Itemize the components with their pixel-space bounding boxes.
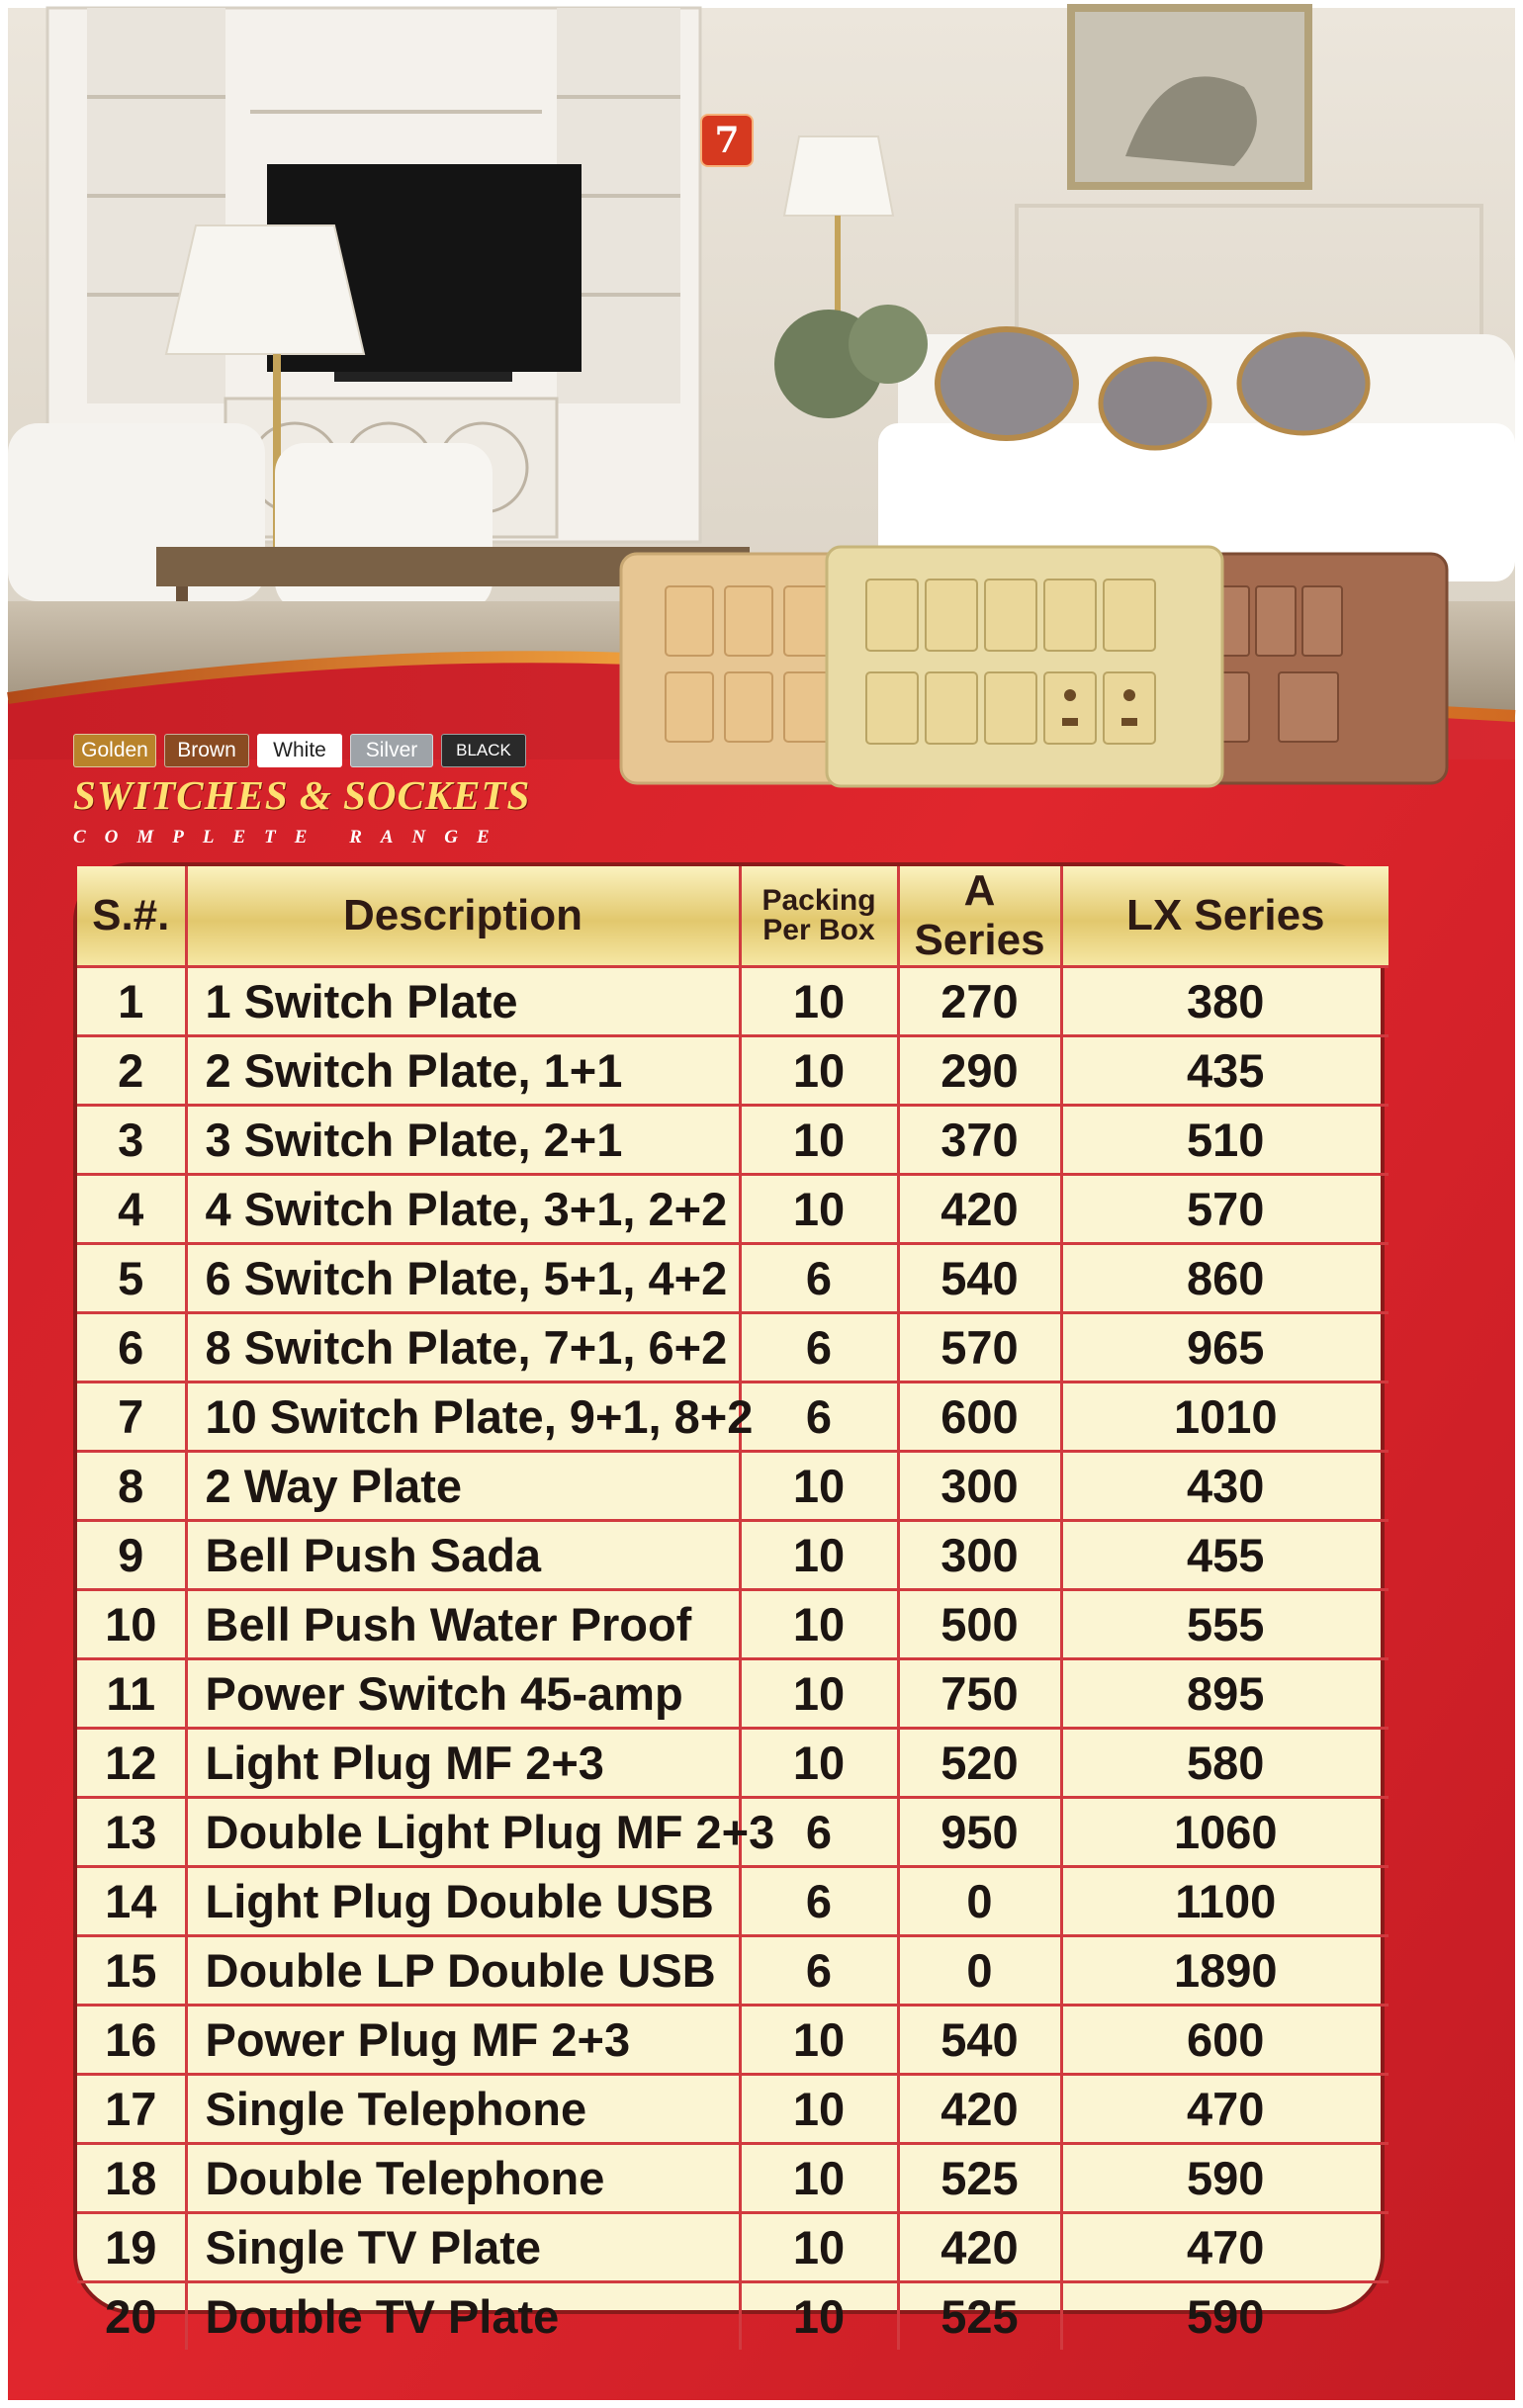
table-row	[77, 1729, 1389, 1798]
table-row	[77, 1521, 1389, 1590]
cell-sn: 2	[77, 1036, 186, 1106]
header-lx-series: LX Series	[1061, 866, 1389, 967]
cell-a-series: 520	[898, 1729, 1061, 1798]
cell-a-series: 0	[898, 1936, 1061, 2006]
cell-a-series: 540	[898, 2006, 1061, 2075]
cell-description: Double Telephone	[186, 2144, 740, 2213]
cell-description: Bell Push Sada	[186, 1521, 740, 1590]
cell-a-series: 540	[898, 1244, 1061, 1313]
cell-a-series: 300	[898, 1452, 1061, 1521]
cell-packing: 10	[740, 967, 898, 1036]
cell-a-series: 525	[898, 2282, 1061, 2351]
cell-packing: 10	[740, 2075, 898, 2144]
table-row	[77, 2075, 1389, 2144]
cell-a-series: 570	[898, 1313, 1061, 1382]
cell-description: Double Light Plug MF 2+3	[186, 1798, 740, 1867]
price-table	[73, 862, 1385, 2343]
cell-description: 6 Switch Plate, 5+1, 4+2	[186, 1244, 740, 1313]
table-row	[77, 1382, 1389, 1452]
cell-lx-series: 455	[1061, 1521, 1389, 1590]
cell-lx-series: 860	[1061, 1244, 1389, 1313]
cell-packing: 10	[740, 1452, 898, 1521]
table-row	[77, 1106, 1389, 1175]
cell-lx-series: 1060	[1061, 1798, 1389, 1867]
cell-sn: 9	[77, 1521, 186, 1590]
cell-packing: 10	[740, 1729, 898, 1798]
cell-packing: 6	[740, 1382, 898, 1452]
table-header-row	[77, 866, 1389, 967]
table-row	[77, 967, 1389, 1036]
cell-a-series: 600	[898, 1382, 1061, 1452]
cell-description: Single Telephone	[186, 2075, 740, 2144]
table-row	[77, 1313, 1389, 1382]
cell-sn: 3	[77, 1106, 186, 1175]
cell-sn: 17	[77, 2075, 186, 2144]
cell-a-series: 500	[898, 1590, 1061, 1659]
cell-lx-series: 1890	[1061, 1936, 1389, 2006]
cell-description: 1 Switch Plate	[186, 967, 740, 1036]
cell-packing: 6	[740, 1936, 898, 2006]
cell-lx-series: 430	[1061, 1452, 1389, 1521]
table-row	[77, 2282, 1389, 2351]
table-row	[77, 1175, 1389, 1244]
cell-packing: 10	[740, 2006, 898, 2075]
cell-description: 2 Way Plate	[186, 1452, 740, 1521]
cell-sn: 20	[77, 2282, 186, 2351]
cell-packing: 10	[740, 1659, 898, 1729]
cell-a-series: 290	[898, 1036, 1061, 1106]
cell-packing: 10	[740, 1175, 898, 1244]
brand-title: SWITCHES & SOCKETS	[73, 772, 531, 818]
cell-lx-series: 1100	[1061, 1867, 1389, 1936]
cell-packing: 10	[740, 2282, 898, 2351]
cell-packing: 6	[740, 1798, 898, 1867]
cell-description: Double TV Plate	[186, 2282, 740, 2351]
header-description: Description	[186, 866, 740, 967]
cell-sn: 15	[77, 1936, 186, 2006]
cell-description: Single TV Plate	[186, 2213, 740, 2282]
cell-a-series: 420	[898, 1175, 1061, 1244]
cell-sn: 14	[77, 1867, 186, 1936]
color-chip-golden: Golden	[73, 734, 156, 767]
cell-lx-series: 435	[1061, 1036, 1389, 1106]
cell-a-series: 950	[898, 1798, 1061, 1867]
cell-sn: 13	[77, 1798, 186, 1867]
cell-lx-series: 895	[1061, 1659, 1389, 1729]
header-packing-line1: Packing	[762, 884, 876, 917]
cell-a-series: 750	[898, 1659, 1061, 1729]
cell-description: 3 Switch Plate, 2+1	[186, 1106, 740, 1175]
table-row	[77, 1452, 1389, 1521]
cell-sn: 18	[77, 2144, 186, 2213]
cell-sn: 8	[77, 1452, 186, 1521]
cell-packing: 10	[740, 2213, 898, 2282]
cell-sn: 1	[77, 967, 186, 1036]
cell-sn: 4	[77, 1175, 186, 1244]
cell-description: 8 Switch Plate, 7+1, 6+2	[186, 1313, 740, 1382]
cell-description: Power Switch 45-amp	[186, 1659, 740, 1729]
cell-sn: 5	[77, 1244, 186, 1313]
cell-lx-series: 580	[1061, 1729, 1389, 1798]
cell-lx-series: 600	[1061, 2006, 1389, 2075]
cell-sn: 10	[77, 1590, 186, 1659]
header-sn: S.#.	[77, 866, 186, 967]
cell-packing: 10	[740, 1590, 898, 1659]
cell-lx-series: 590	[1061, 2282, 1389, 2351]
color-chip-brown: Brown	[164, 734, 249, 767]
cell-packing: 10	[740, 2144, 898, 2213]
cell-packing: 10	[740, 1036, 898, 1106]
cell-lx-series: 555	[1061, 1590, 1389, 1659]
cell-description: Bell Push Water Proof	[186, 1590, 740, 1659]
cell-description: 4 Switch Plate, 3+1, 2+2	[186, 1175, 740, 1244]
header-a-series: A Series	[898, 866, 1061, 967]
table-row	[77, 1798, 1389, 1867]
cell-packing: 10	[740, 1521, 898, 1590]
table-row	[77, 2006, 1389, 2075]
cell-description: Light Plug Double USB	[186, 1867, 740, 1936]
table-row	[77, 2213, 1389, 2282]
cell-sn: 12	[77, 1729, 186, 1798]
table-row	[77, 1590, 1389, 1659]
color-chip-black: BLACK	[441, 734, 526, 767]
cell-packing: 6	[740, 1313, 898, 1382]
cell-description: Light Plug MF 2+3	[186, 1729, 740, 1798]
color-chip-white: White	[257, 734, 342, 767]
cell-a-series: 525	[898, 2144, 1061, 2213]
table-row	[77, 1659, 1389, 1729]
cell-sn: 19	[77, 2213, 186, 2282]
color-chip-silver: Silver	[350, 734, 433, 767]
table-row	[77, 1936, 1389, 2006]
cell-a-series: 420	[898, 2213, 1061, 2282]
cell-a-series: 420	[898, 2075, 1061, 2144]
table-row	[77, 1036, 1389, 1106]
brand-subtitle: COMPLETE RANGE	[73, 827, 508, 847]
cell-lx-series: 380	[1061, 967, 1389, 1036]
cell-lx-series: 965	[1061, 1313, 1389, 1382]
cell-description: Power Plug MF 2+3	[186, 2006, 740, 2075]
cell-a-series: 300	[898, 1521, 1061, 1590]
cell-lx-series: 470	[1061, 2213, 1389, 2282]
cell-sn: 7	[77, 1382, 186, 1452]
page-number-badge: 7	[702, 116, 752, 165]
header-packing	[740, 866, 898, 967]
cell-packing: 6	[740, 1867, 898, 1936]
cell-a-series: 270	[898, 967, 1061, 1036]
cell-lx-series: 510	[1061, 1106, 1389, 1175]
table-row	[77, 1867, 1389, 1936]
cell-a-series: 0	[898, 1867, 1061, 1936]
cell-sn: 11	[77, 1659, 186, 1729]
cell-description: 10 Switch Plate, 9+1, 8+2	[186, 1382, 740, 1452]
header-packing-line2: Per Box	[762, 914, 875, 946]
cell-lx-series: 1010	[1061, 1382, 1389, 1452]
table-row	[77, 1244, 1389, 1313]
cell-lx-series: 590	[1061, 2144, 1389, 2213]
cell-packing: 6	[740, 1244, 898, 1313]
cell-description: Double LP Double USB	[186, 1936, 740, 2006]
cell-a-series: 370	[898, 1106, 1061, 1175]
cell-sn: 6	[77, 1313, 186, 1382]
cell-sn: 16	[77, 2006, 186, 2075]
cell-lx-series: 570	[1061, 1175, 1389, 1244]
cell-lx-series: 470	[1061, 2075, 1389, 2144]
cell-packing: 10	[740, 1106, 898, 1175]
cell-description: 2 Switch Plate, 1+1	[186, 1036, 740, 1106]
table-row	[77, 2144, 1389, 2213]
living-room-photo	[8, 8, 1515, 759]
